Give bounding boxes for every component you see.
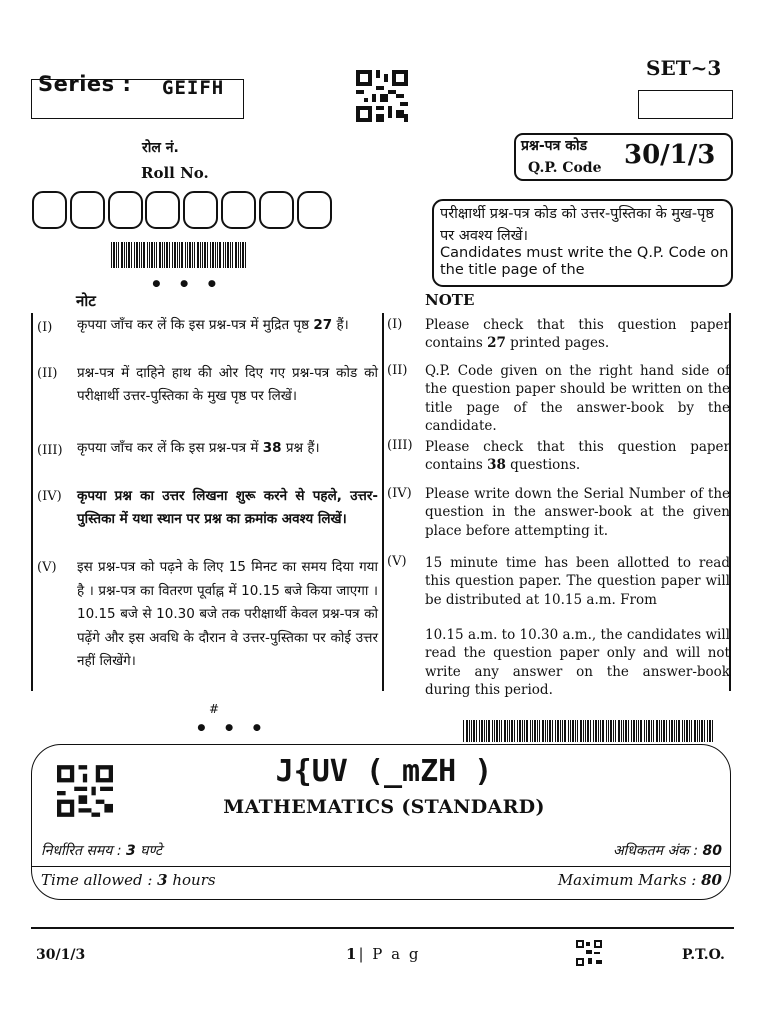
barcode-bar: [585, 720, 586, 742]
barcode-bar: [511, 720, 513, 742]
qp-code-value: 30/1/3: [624, 140, 716, 170]
barcode-bar: [648, 720, 650, 742]
barcode-bar: [172, 242, 173, 268]
barcode-bar: [549, 720, 551, 742]
barcode-bar: [699, 720, 700, 742]
footer-pto: P.T.O.: [682, 947, 725, 963]
barcode-bar: [223, 242, 224, 268]
barcode-bar: [564, 720, 566, 742]
note-item-hi: इस प्रश्न-पत्र को पढ़ने के लिए 15 मिनट का समय दिया गया है । प्रश्न-पत्र का वितरण पूर्वाह्न में 10.15 बजे किया जाएगा । 10.15 बजे से 10.30 बजे तक परीक्षार्थी केवल प्रश्न-पत्र को पढ़ेंगे और इस अवधि के दौरान वे उत्तर-पुस्तिका पर कोई उत्तर नहीं लिखेंगे।: [77, 559, 378, 669]
barcode-bar: [240, 242, 241, 268]
barcode-icon: [463, 720, 715, 742]
note-number: (I): [387, 317, 403, 332]
barcode-bar: [156, 242, 157, 268]
note-number: (IV): [37, 489, 62, 504]
barcode-bar: [219, 242, 221, 268]
barcode-bar: [509, 720, 510, 742]
max-marks-en: Maximum Marks : 80: [557, 871, 722, 889]
barcode-bar: [656, 720, 658, 742]
barcode-bar: [204, 242, 206, 268]
footer-qp-code: 30/1/3: [36, 947, 86, 963]
barcode-bar: [636, 720, 637, 742]
barcode-bar: [147, 242, 148, 268]
barcode-bar: [159, 242, 161, 268]
note-number: (V): [387, 554, 407, 569]
roll-number-box: [32, 191, 67, 229]
barcode-bar: [479, 720, 480, 742]
barcode-bar: [162, 242, 163, 268]
barcode-bar: [633, 720, 635, 742]
barcode-bar: [179, 242, 180, 268]
barcode-bar: [530, 720, 531, 742]
barcode-bar: [678, 720, 680, 742]
candidate-instruction-en: Candidates must write the Q.P. Code on the title page of the: [440, 245, 729, 278]
barcode-bar: [238, 242, 239, 268]
roll-number-box: [297, 191, 332, 229]
time-allowed-en: Time allowed : 3 hours: [41, 871, 216, 889]
barcode-bar: [189, 242, 191, 268]
barcode-bar: [131, 242, 132, 268]
barcode-bar: [192, 242, 193, 268]
barcode-bar: [473, 720, 475, 742]
barcode-bar: [504, 720, 506, 742]
qr-code-icon: [576, 940, 602, 966]
barcode-bar: [689, 720, 690, 742]
barcode-bar: [676, 720, 677, 742]
barcode-bar: [671, 720, 673, 742]
barcode-bar: [618, 720, 620, 742]
barcode-bar: [177, 242, 178, 268]
note-number: (V): [37, 560, 57, 575]
barcode-bar: [126, 242, 127, 268]
barcode-bar: [242, 242, 244, 268]
note-heading-en: NOTE: [425, 291, 475, 309]
barcode-bar: [640, 720, 642, 742]
barcode-bar: [118, 242, 119, 268]
barcode-bar: [608, 720, 609, 742]
barcode-bar: [194, 242, 195, 268]
roll-number-box: [221, 191, 256, 229]
note-item-hi: कृपया जाँच कर लें कि इस प्रश्न-पत्र में मुद्रित पृष्ठ 27 हैं।: [77, 317, 349, 333]
barcode-bar: [534, 720, 536, 742]
series-label: Series :: [38, 72, 132, 96]
barcode-bar: [481, 720, 483, 742]
barcode-bar: [227, 242, 229, 268]
barcode-bar: [471, 720, 472, 742]
note-item-en: 15 minute time has been allotted to read this question paper. The question paper will be distributed at 10.15 a.m. From: [425, 555, 730, 608]
barcode-bar: [602, 720, 604, 742]
barcode-bar: [600, 720, 601, 742]
note-item-en: Q.P. Code given on the right hand side of the question paper should be written on the title page of the answer-book by the candidate.: [425, 363, 730, 434]
barcode-bar: [659, 720, 660, 742]
barcode-bar: [691, 720, 692, 742]
barcode-bar: [552, 720, 553, 742]
barcode-bar: [684, 720, 685, 742]
barcode-bar: [476, 720, 477, 742]
barcode-bar: [595, 720, 597, 742]
barcode-bar: [486, 720, 487, 742]
barcode-bar: [501, 720, 502, 742]
barcode-bar: [598, 720, 599, 742]
barcode-bar: [542, 720, 544, 742]
barcode-bar: [217, 242, 218, 268]
column-rule-left: [31, 313, 33, 691]
roll-number-box: [183, 191, 218, 229]
roll-label-hi: रोल नं.: [142, 140, 179, 156]
barcode-bar: [169, 242, 170, 268]
barcode-bar: [587, 720, 589, 742]
hash-mark: #: [209, 702, 220, 716]
barcode-bar: [644, 720, 645, 742]
barcode-bar: [631, 720, 632, 742]
barcode-bar: [707, 720, 708, 742]
subject-title-en: MATHEMATICS (STANDARD): [223, 796, 545, 818]
barcode-bar: [577, 720, 578, 742]
barcode-bar: [583, 720, 584, 742]
roll-number-box: [259, 191, 294, 229]
barcode-bar: [697, 720, 698, 742]
series-value: GEIFH: [162, 77, 225, 99]
barcode-bar: [682, 720, 683, 742]
note-heading-hi: नोट: [76, 292, 96, 310]
candidate-instruction-hi: परीक्षार्थी प्रश्न-पत्र कोड को उत्तर-पुस्तिका के मुख-पृष्ठ पर अवश्य लिखें।: [440, 206, 714, 244]
barcode-bar: [492, 720, 493, 742]
barcode-bar: [615, 720, 616, 742]
qp-code-label-hi: प्रश्न-पत्र कोड: [521, 138, 588, 154]
barcode-bar: [207, 242, 208, 268]
barcode-bar: [111, 242, 112, 268]
separator-dots: • • •: [150, 272, 223, 296]
barcode-bar: [200, 242, 201, 268]
barcode-bar: [494, 720, 495, 742]
barcode-bar: [141, 242, 142, 268]
barcode-bar: [524, 720, 525, 742]
column-rule-middle: [382, 313, 384, 691]
barcode-bar: [712, 720, 713, 742]
barcode-bar: [613, 720, 614, 742]
barcode-bar: [562, 720, 563, 742]
note-number: (III): [37, 443, 63, 458]
barcode-bar: [628, 720, 629, 742]
barcode-bar: [124, 242, 125, 268]
note-number: (II): [387, 363, 408, 378]
note-number: (II): [37, 366, 58, 381]
barcode-bar: [669, 720, 670, 742]
barcode-bar: [181, 242, 183, 268]
barcode-bar: [701, 720, 703, 742]
barcode-bar: [545, 720, 546, 742]
barcode-bar: [230, 242, 231, 268]
barcode-bar: [606, 720, 607, 742]
time-allowed-hi: निर्धारित समय : 3 घण्टे: [41, 843, 163, 859]
note-item-hi: कृपया जाँच कर लें कि इस प्रश्न-पत्र में 38 प्रश्न हैं।: [77, 440, 320, 456]
qr-code-icon: [356, 70, 408, 122]
note-item-en: Please write down the Serial Number of the question in the answer-book at the given place before attempting it.: [425, 486, 730, 539]
barcode-bar: [232, 242, 233, 268]
barcode-bar: [666, 720, 667, 742]
barcode-bar: [623, 720, 624, 742]
barcode-bar: [484, 720, 485, 742]
barcode-bar: [507, 720, 508, 742]
barcode-bar: [514, 720, 515, 742]
barcode-bar: [113, 242, 115, 268]
barcode-bar: [590, 720, 591, 742]
set-label: SET~3: [646, 56, 722, 80]
barcode-bar: [149, 242, 150, 268]
barcode-bar: [496, 720, 498, 742]
separator-dots: • • •: [195, 716, 268, 740]
barcode-bar: [139, 242, 140, 268]
barcode-icon: [111, 242, 248, 268]
barcode-bar: [212, 242, 214, 268]
barcode-bar: [646, 720, 647, 742]
barcode-bar: [651, 720, 652, 742]
barcode-bar: [197, 242, 199, 268]
barcode-bar: [469, 720, 470, 742]
barcode-bar: [522, 720, 523, 742]
barcode-bar: [463, 720, 464, 742]
barcode-bar: [166, 242, 168, 268]
barcode-bar: [580, 720, 582, 742]
barcode-bar: [128, 242, 130, 268]
subject-divider: [31, 866, 731, 867]
barcode-bar: [557, 720, 559, 742]
barcode-bar: [537, 720, 538, 742]
footer-rule: [31, 927, 734, 929]
barcode-bar: [653, 720, 654, 742]
barcode-bar: [532, 720, 533, 742]
barcode-bar: [202, 242, 203, 268]
barcode-bar: [143, 242, 145, 268]
barcode-bar: [215, 242, 216, 268]
barcode-bar: [235, 242, 237, 268]
barcode-bar: [225, 242, 226, 268]
roll-number-box: [70, 191, 105, 229]
barcode-bar: [575, 720, 576, 742]
barcode-bar: [638, 720, 639, 742]
note-number: (I): [37, 320, 53, 335]
roll-label-en: Roll No.: [141, 164, 209, 182]
barcode-bar: [151, 242, 153, 268]
barcode-bar: [709, 720, 711, 742]
subject-title-hi: J{UV (_mZH ): [275, 754, 493, 789]
barcode-bar: [621, 720, 622, 742]
note-item-hi: प्रश्न-पत्र में दाहिने हाथ की ओर दिए गए प्रश्न-पत्र कोड को परीक्षार्थी उत्तर-पुस्तिका के मुख पृष्ठ पर लिखें।: [77, 365, 378, 404]
note-item-en: Please check that this question paper contains 38 questions.: [425, 439, 730, 474]
barcode-bar: [539, 720, 540, 742]
barcode-bar: [134, 242, 135, 268]
barcode-bar: [555, 720, 556, 742]
footer-page-number: 1| P a g: [346, 945, 421, 963]
barcode-bar: [568, 720, 569, 742]
barcode-bar: [694, 720, 696, 742]
barcode-bar: [164, 242, 165, 268]
barcode-bar: [560, 720, 561, 742]
note-item-en: Please check that this question paper contains 27 printed pages.: [425, 317, 730, 352]
qp-code-label-en: Q.P. Code: [528, 160, 602, 176]
barcode-bar: [593, 720, 594, 742]
barcode-bar: [625, 720, 627, 742]
barcode-bar: [116, 242, 117, 268]
barcode-bar: [572, 720, 574, 742]
barcode-bar: [154, 242, 155, 268]
barcode-bar: [610, 720, 612, 742]
barcode-bar: [466, 720, 468, 742]
barcode-bar: [185, 242, 186, 268]
barcode-bar: [187, 242, 188, 268]
barcode-bar: [517, 720, 518, 742]
set-box: [638, 90, 733, 119]
roll-number-box: [145, 191, 180, 229]
note-number: (III): [387, 438, 413, 453]
barcode-bar: [704, 720, 705, 742]
note-item-hi: कृपया प्रश्न का उत्तर लिखना शुरू करने से पहले, उत्तर-पुस्तिका में यथा स्थान पर प्रश्न का क्रमांक अवश्य लिखें।: [77, 488, 378, 527]
barcode-bar: [674, 720, 675, 742]
barcode-bar: [686, 720, 688, 742]
barcode-bar: [121, 242, 123, 268]
roll-number-box: [108, 191, 143, 229]
barcode-bar: [210, 242, 211, 268]
barcode-bar: [488, 720, 490, 742]
barcode-bar: [526, 720, 528, 742]
note-number: (IV): [387, 486, 412, 501]
barcode-bar: [661, 720, 662, 742]
barcode-bar: [663, 720, 665, 742]
barcode-bar: [519, 720, 521, 742]
barcode-bar: [499, 720, 500, 742]
max-marks-hi: अधिकतम अंक : 80: [612, 843, 722, 859]
barcode-bar: [245, 242, 246, 268]
note-item-en-cont: 10.15 a.m. to 10.30 a.m., the candidates will read the question paper only and will not write any answer on the answer-book during this period.: [425, 627, 730, 698]
barcode-bar: [136, 242, 138, 268]
barcode-bar: [547, 720, 548, 742]
barcode-bar: [570, 720, 571, 742]
barcode-bar: [174, 242, 176, 268]
